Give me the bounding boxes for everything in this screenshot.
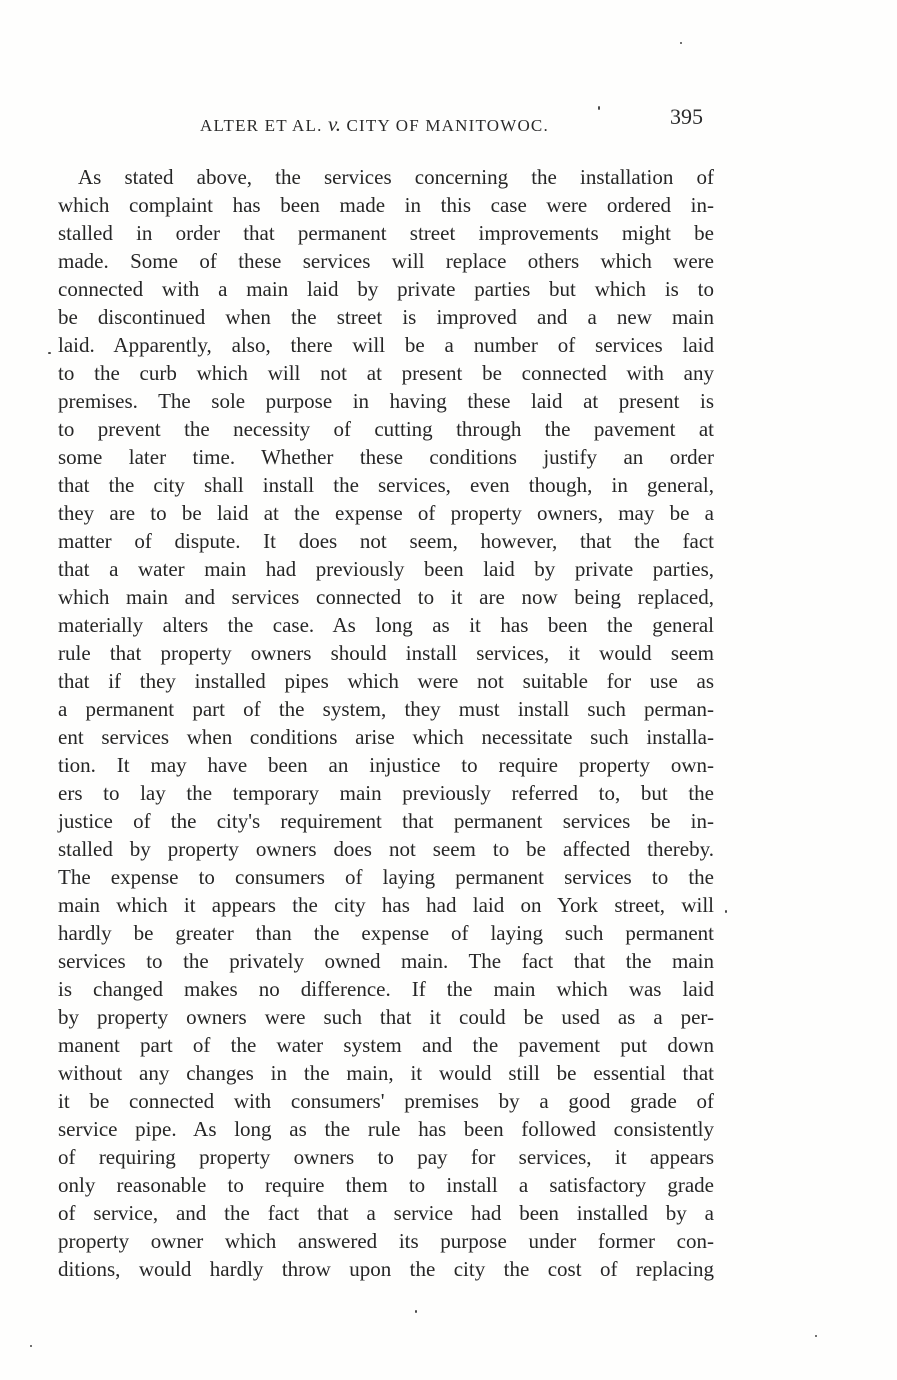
text-line: ditions, would hardly throw upon the city the cost of replacing xyxy=(58,1257,714,1281)
text-line: which complaint has been made in this case were ordered in- xyxy=(58,193,714,217)
text-line: they are to be laid at the expense of property owners, may be a xyxy=(58,501,714,525)
text-line: ent services when conditions arise which necessitate such installa- xyxy=(58,725,714,749)
scan-speck xyxy=(30,1345,32,1347)
scan-speck xyxy=(598,106,600,110)
text-line: a permanent part of the system, they must install such perman- xyxy=(58,697,714,721)
text-line: to prevent the necessity of cutting through the pavement at xyxy=(58,417,714,441)
text-line: without any changes in the main, it would still be essential that xyxy=(58,1061,714,1085)
running-head-versus: v. xyxy=(328,112,342,136)
text-line: ers to lay the temporary main previously referred to, but the xyxy=(58,781,714,805)
text-line: justice of the city's requirement that permanent services be in- xyxy=(58,809,714,833)
text-line: be discontinued when the street is improved and a new main xyxy=(58,305,714,329)
text-line: that if they installed pipes which were not suitable for use as xyxy=(58,669,714,693)
page-number: 395 xyxy=(670,104,703,129)
text-line: to the curb which will not at present be connected with any xyxy=(58,361,714,385)
text-line: hardly be greater than the expense of laying such permanent xyxy=(58,921,714,945)
scan-speck xyxy=(680,42,682,44)
text-line: tion. It may have been an injustice to require property own- xyxy=(58,753,714,777)
running-head-right: CITY OF MANITOWOC. xyxy=(346,116,549,135)
text-line: made. Some of these services will replace others which were xyxy=(58,249,714,273)
text-line: it be connected with consumers' premises by a good grade of xyxy=(58,1089,714,1113)
text-line: some later time. Whether these conditions justify an order xyxy=(58,445,714,469)
body-paragraph xyxy=(58,163,714,1283)
running-head xyxy=(200,112,549,137)
text-line: manent part of the water system and the pavement put down xyxy=(58,1033,714,1057)
text-line: matter of dispute. It does not seem, however, that the fact xyxy=(58,529,714,553)
text-line: by property owners were such that it could be used as a per- xyxy=(58,1005,714,1029)
text-line: materially alters the case. As long as it has been the general xyxy=(58,613,714,637)
text-line: that a water main had previously been laid by private parties, xyxy=(58,557,714,581)
text-line: is changed makes no difference. If the main which was laid xyxy=(58,977,714,1001)
scan-speck xyxy=(725,910,727,913)
text-line: of requiring property owners to pay for services, it appears xyxy=(58,1145,714,1169)
running-head-left: ALTER ET AL. xyxy=(200,116,323,135)
text-line: main which it appears the city has had laid on York street, will xyxy=(58,893,714,917)
scan-speck xyxy=(815,1335,817,1337)
text-line: laid. Apparently, also, there will be a number of services laid xyxy=(58,333,714,357)
text-line: property owner which answered its purpose under former con- xyxy=(58,1229,714,1253)
text-line: As stated above, the services concerning the installation of xyxy=(78,165,714,189)
text-line: rule that property owners should install services, it would seem xyxy=(58,641,714,665)
text-line: that the city shall install the services, even though, in general, xyxy=(58,473,714,497)
text-line: premises. The sole purpose in having these laid at present is xyxy=(58,389,714,413)
text-line: The expense to consumers of laying permanent services to the xyxy=(58,865,714,889)
text-line: only reasonable to require them to install a satisfactory grade xyxy=(58,1173,714,1197)
text-line: stalled by property owners does not seem to be affected thereby. xyxy=(58,837,714,861)
text-line: connected with a main laid by private parties but which is to xyxy=(58,277,714,301)
text-line: which main and services connected to it are now being replaced, xyxy=(58,585,714,609)
text-line: of service, and the fact that a service had been installed by a xyxy=(58,1201,714,1225)
text-line: stalled in order that permanent street improvements might be xyxy=(58,221,714,245)
scan-speck xyxy=(415,1310,417,1313)
text-line: service pipe. As long as the rule has been followed consistently xyxy=(58,1117,714,1141)
scan-speck xyxy=(48,352,51,354)
text-line: services to the privately owned main. The fact that the main xyxy=(58,949,714,973)
